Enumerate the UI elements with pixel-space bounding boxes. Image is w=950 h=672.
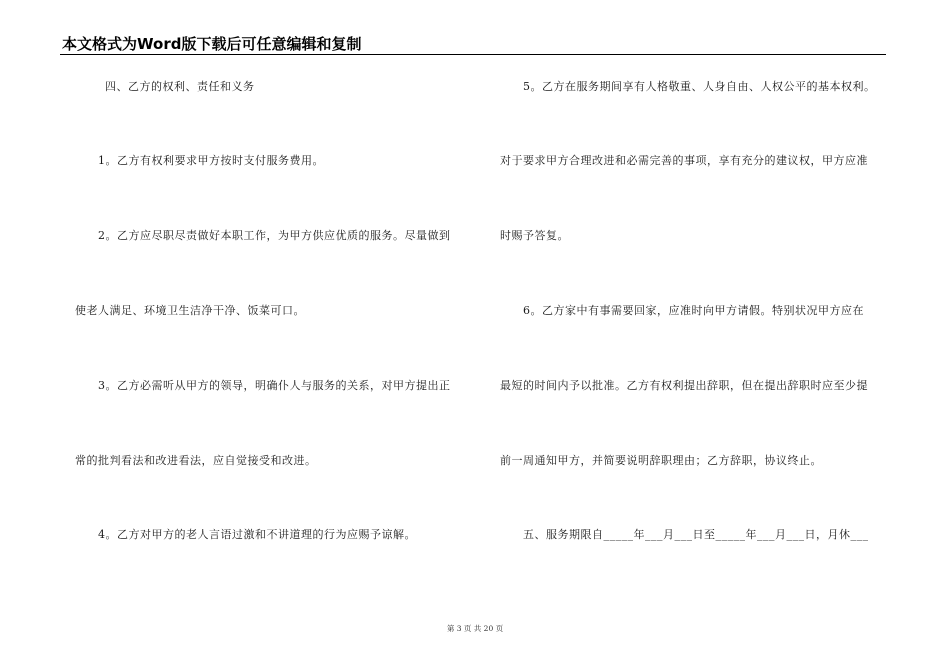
page-number-footer: 第 3 页 共 20 页 [446, 624, 504, 633]
paragraph-line: 对于要求甲方合理改进和必需完善的事项，享有充分的建议权，甲方应准 [500, 154, 868, 167]
paragraph-line: 6。乙方家中有事需要回家，应准时向甲方请假。特别状况甲方应在 [523, 304, 864, 317]
paragraph-line: 时赐予答复。 [500, 229, 569, 242]
paragraph-line: 3。乙方必需听从甲方的领导，明确仆人与服务的关系，对甲方提出正 [98, 379, 451, 392]
document-header-title: 本文格式为Word版下载后可任意编辑和复制 [62, 35, 362, 53]
paragraph-line: 常的批判看法和改进看法，应自觉接受和改进。 [75, 454, 317, 467]
header-divider [60, 54, 886, 55]
paragraph-line: 使老人满足、环境卫生洁净干净、饭菜可口。 [75, 304, 305, 317]
section-heading-party-b-rights: 四、乙方的权利、责任和义务 [105, 80, 255, 93]
section-heading-service-term: 五、服务期限自_____年___月___日至_____年___月___日，月休___ [523, 528, 869, 541]
paragraph-line: 2。乙方应尽职尽责做好本职工作，为甲方供应优质的服务。尽量做到 [98, 229, 451, 242]
paragraph-line: 4。乙方对甲方的老人言语过激和不讲道理的行为应赐予谅解。 [98, 528, 416, 541]
paragraph-line: 5。乙方在服务期间享有人格敬重、人身自由、人权公平的基本权利。 [523, 80, 876, 93]
paragraph-line: 最短的时间内予以批准。乙方有权利提出辞职，但在提出辞职时应至少提 [500, 379, 868, 392]
paragraph-line: 前一周通知甲方，并简要说明辞职理由；乙方辞职，协议终止。 [500, 454, 822, 467]
paragraph-line: 1。乙方有权利要求甲方按时支付服务费用。 [98, 154, 324, 167]
